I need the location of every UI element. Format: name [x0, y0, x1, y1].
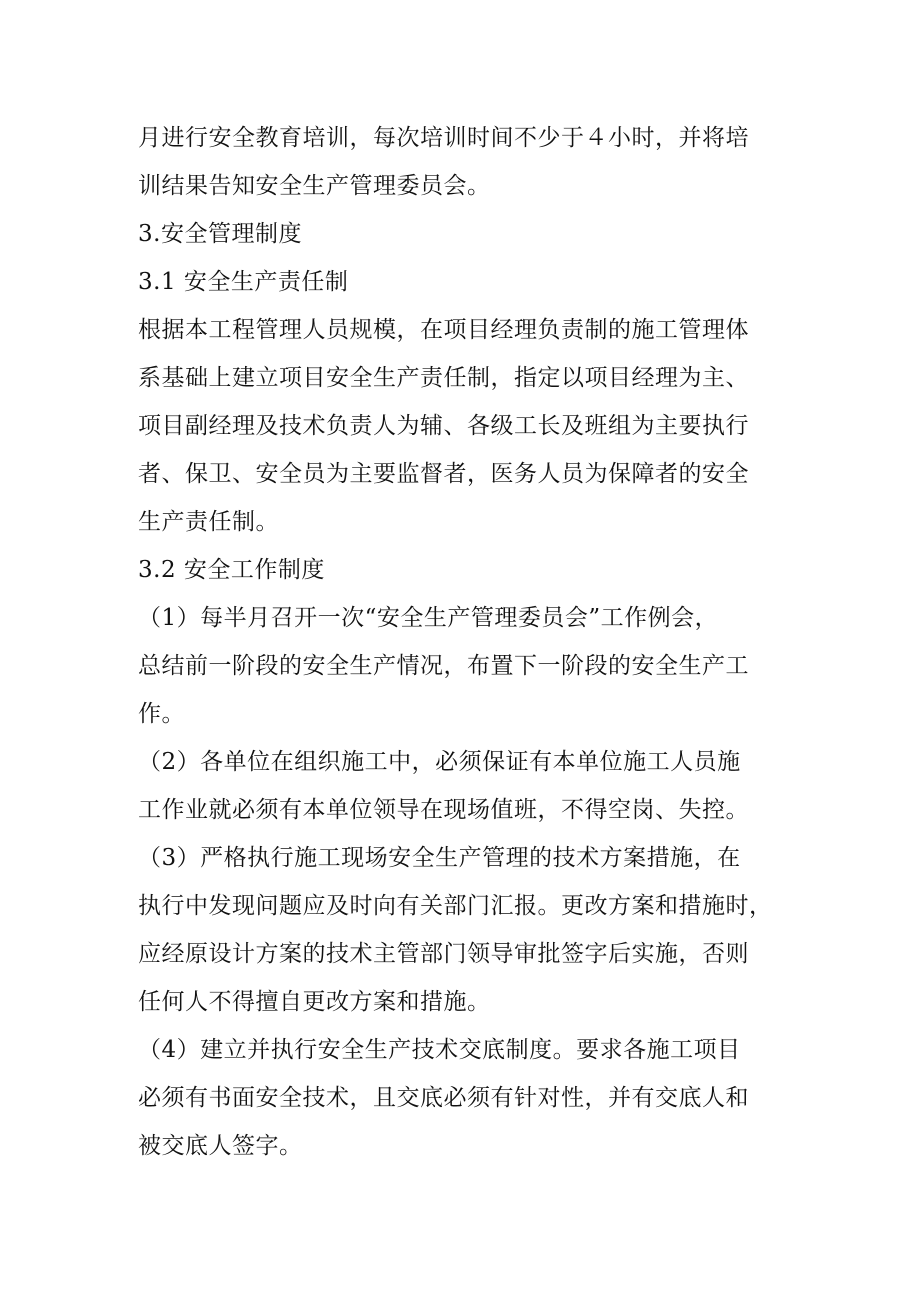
list-item-line: 执行中发现问题应及时向有关部门汇报。更改方案和措施时， — [138, 893, 773, 919]
list-item-line: 任何人不得擅自更改方案和措施。 — [138, 989, 491, 1015]
subsection-heading: 3.1 安全生产责任制 — [138, 269, 349, 295]
list-item-line: 工作业就必须有本单位领导在现场值班，不得空岗、失控。 — [138, 797, 749, 823]
section-heading: 3.安全管理制度 — [138, 221, 302, 247]
document-body — [138, 114, 798, 1170]
list-item-line: 被交底人签字。 — [138, 1133, 303, 1159]
subsection-heading: 3.2 安全工作制度 — [138, 557, 325, 583]
paragraph-line: 者、保卫、安全员为主要监督者，医务人员为保障者的安全 — [138, 461, 749, 487]
list-item-line: 必须有书面安全技术，且交底必须有针对性，并有交底人和 — [138, 1085, 749, 1111]
paragraph-line: 月进行安全教育培训，每次培训时间不少于４小时，并将培 — [138, 125, 749, 151]
list-item-line: （1）每半月召开一次“安全生产管理委员会”工作例会， — [138, 605, 719, 631]
paragraph-line: 训结果告知安全生产管理委员会。 — [138, 173, 491, 199]
list-item-line: （2）各单位在组织施工中，必须保证有本单位施工人员施 — [138, 749, 741, 775]
list-item-line: 总结前一阶段的安全生产情况，布置下一阶段的安全生产工 — [138, 653, 749, 679]
list-item-line: 应经原设计方案的技术主管部门领导审批签字后实施，否则 — [138, 941, 749, 967]
list-item-line: 作。 — [138, 701, 185, 727]
list-item-line: （4）建立并执行安全生产技术交底制度。要求各施工项目 — [138, 1037, 741, 1063]
list-item-line: （3）严格执行施工现场安全生产管理的技术方案措施，在 — [138, 845, 741, 871]
paragraph-line: 系基础上建立项目安全生产责任制，指定以项目经理为主、 — [138, 365, 749, 391]
paragraph-line: 根据本工程管理人员规模，在项目经理负责制的施工管理体 — [138, 317, 749, 343]
paragraph-line: 项目副经理及技术负责人为辅、各级工长及班组为主要执行 — [138, 413, 749, 439]
paragraph-line: 生产责任制。 — [138, 509, 279, 535]
